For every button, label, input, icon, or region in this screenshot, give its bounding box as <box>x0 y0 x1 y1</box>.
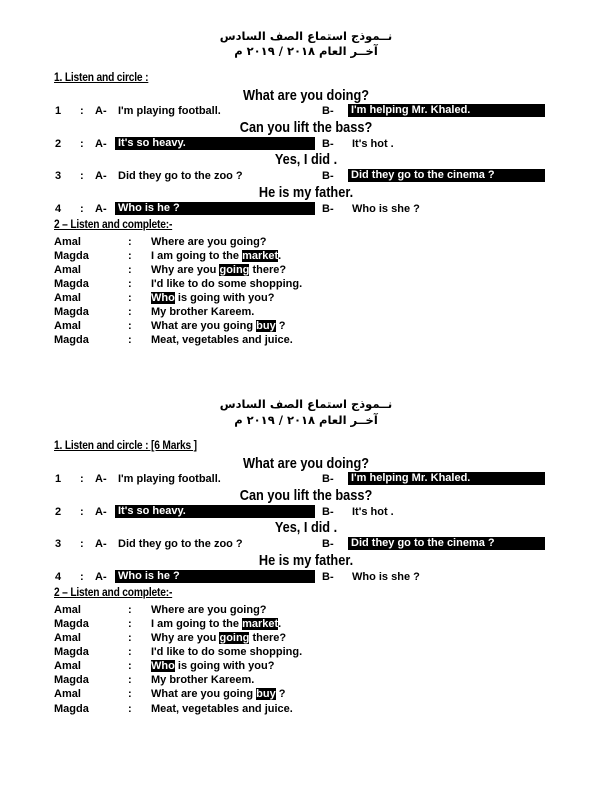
dialogue-line <box>151 320 285 332</box>
speaker-name: Amal <box>54 264 81 276</box>
dialogue-line <box>151 660 274 672</box>
question-2-prompt: Can you lift the bass? <box>239 487 373 504</box>
colon: : <box>128 618 132 630</box>
colon: : <box>128 632 132 644</box>
colon: : <box>128 292 132 304</box>
question-4-number: 4 <box>55 571 62 583</box>
question-3-prompt: Yes, I did . <box>274 519 338 536</box>
dialogue-line: Where are you going? <box>151 236 267 248</box>
dialogue-text: Why are you <box>151 264 220 276</box>
question-2-option-b[interactable]: It's hot . <box>352 138 394 150</box>
section-2-heading: 2 – Listen and complete:- <box>54 217 173 231</box>
option-a-letter: A- <box>95 105 107 117</box>
question-2-number: 2 <box>55 138 62 150</box>
question-4-number: 4 <box>55 203 62 215</box>
answer-highlight[interactable]: buy <box>256 320 276 332</box>
question-4-prompt: He is my father. <box>258 552 354 569</box>
dialogue-text: . <box>278 618 282 630</box>
dialogue-text: Why are you <box>151 632 220 644</box>
speaker-name: Amal <box>54 688 81 700</box>
dialogue-line: My brother Kareem. <box>151 306 255 318</box>
speaker-name: Magda <box>54 646 89 658</box>
dialogue-line <box>151 264 286 276</box>
speaker-name: Magda <box>54 250 89 262</box>
dialogue-line: Meat, vegetables and juice. <box>151 334 293 346</box>
dialogue-line <box>151 618 281 630</box>
option-a-letter: A- <box>95 571 107 583</box>
colon: : <box>128 604 132 616</box>
answer-highlight[interactable]: market <box>242 618 279 630</box>
option-a-letter: A- <box>95 506 107 518</box>
option-a-letter: A- <box>95 138 107 150</box>
question-3-prompt: Yes, I did . <box>274 151 338 168</box>
option-b-letter: B- <box>322 138 334 150</box>
question-1-number: 1 <box>55 473 62 485</box>
dialogue-text: ? <box>275 320 286 332</box>
question-3-number: 3 <box>55 538 62 550</box>
colon: : <box>80 170 84 182</box>
dialogue-text: is going with you? <box>174 292 275 304</box>
colon: : <box>128 306 132 318</box>
answer-highlight[interactable]: going <box>219 264 250 276</box>
answer-highlight[interactable]: Who <box>151 660 175 672</box>
colon: : <box>128 334 132 346</box>
arabic-title: نــموذج استماع الصف السادس <box>219 29 393 43</box>
option-b-letter: B- <box>322 506 334 518</box>
option-b-letter: B- <box>322 473 334 485</box>
colon: : <box>128 646 132 658</box>
dialogue-text: I am going to the <box>151 618 243 630</box>
colon: : <box>128 688 132 700</box>
colon: : <box>80 203 84 215</box>
option-a-letter: A- <box>95 538 107 550</box>
question-3-number: 3 <box>55 170 62 182</box>
dialogue-line: Where are you going? <box>151 604 267 616</box>
question-1-number: 1 <box>55 105 62 117</box>
question-1-prompt: What are you doing? <box>242 87 370 104</box>
dialogue-text: What are you going <box>151 320 257 332</box>
colon: : <box>80 138 84 150</box>
colon: : <box>80 538 84 550</box>
dialogue-text: there? <box>249 264 287 276</box>
question-2-option-a-highlighted[interactable]: It's so heavy. <box>115 505 315 518</box>
question-3-option-a[interactable]: Did they go to the zoo ? <box>118 538 243 550</box>
speaker-name: Magda <box>54 618 89 630</box>
question-2-prompt: Can you lift the bass? <box>239 119 373 136</box>
colon: : <box>128 236 132 248</box>
colon: : <box>128 703 132 715</box>
dialogue-text: is going with you? <box>174 660 275 672</box>
dialogue-text: ? <box>275 688 286 700</box>
speaker-name: Amal <box>54 660 81 672</box>
dialogue-text: there? <box>249 632 287 644</box>
colon: : <box>128 660 132 672</box>
speaker-name: Amal <box>54 236 81 248</box>
option-a-letter: A- <box>95 473 107 485</box>
speaker-name: Amal <box>54 292 81 304</box>
colon: : <box>128 264 132 276</box>
question-2-number: 2 <box>55 506 62 518</box>
dialogue-text: I am going to the <box>151 250 243 262</box>
dialogue-line <box>151 250 281 262</box>
answer-highlight[interactable]: buy <box>256 688 276 700</box>
speaker-name: Amal <box>54 632 81 644</box>
question-3-option-b-highlighted[interactable]: Did they go to the cinema ? <box>348 169 545 182</box>
section-2-heading: 2 – Listen and complete:- <box>54 585 173 599</box>
option-b-letter: B- <box>322 571 334 583</box>
speaker-name: Amal <box>54 604 81 616</box>
section-1-heading: 1. Listen and circle : [6 Marks ] <box>54 438 197 452</box>
arabic-subtitle: آخــر العام ٢٠١٨ / ٢٠١٩ م <box>234 413 378 427</box>
colon: : <box>128 278 132 290</box>
dialogue-line <box>151 632 286 644</box>
question-1-prompt: What are you doing? <box>242 455 370 472</box>
option-a-letter: A- <box>95 203 107 215</box>
dialogue-line: I'd like to do some shopping. <box>151 646 303 658</box>
question-1-option-a[interactable]: I'm playing football. <box>118 473 221 485</box>
dialogue-line <box>151 292 274 304</box>
option-b-letter: B- <box>322 538 334 550</box>
colon: : <box>128 674 132 686</box>
question-2-option-a-highlighted[interactable]: It's so heavy. <box>115 137 315 150</box>
question-2-option-b[interactable]: It's hot . <box>352 506 394 518</box>
question-4-option-b[interactable]: Who is she ? <box>352 571 420 583</box>
arabic-title: نــموذج استماع الصف السادس <box>219 397 393 411</box>
dialogue-line: I'd like to do some shopping. <box>151 278 303 290</box>
question-3-option-a[interactable]: Did they go to the zoo ? <box>118 170 243 182</box>
question-4-prompt: He is my father. <box>258 184 354 201</box>
question-4-option-b[interactable]: Who is she ? <box>352 203 420 215</box>
question-1-option-b-highlighted[interactable]: I'm helping Mr. Khaled. <box>348 104 545 117</box>
dialogue-line <box>151 688 285 700</box>
option-a-letter: A- <box>95 170 107 182</box>
colon: : <box>80 105 84 117</box>
speaker-name: Magda <box>54 306 89 318</box>
speaker-name: Magda <box>54 674 89 686</box>
question-1-option-b-highlighted[interactable]: I'm helping Mr. Khaled. <box>348 472 545 485</box>
speaker-name: Amal <box>54 320 81 332</box>
question-1-option-a[interactable]: I'm playing football. <box>118 105 221 117</box>
dialogue-line: Meat, vegetables and juice. <box>151 703 293 715</box>
question-4-option-a-highlighted[interactable]: Who is he ? <box>115 570 315 583</box>
colon: : <box>80 473 84 485</box>
speaker-name: Magda <box>54 334 89 346</box>
question-4-option-a-highlighted[interactable]: Who is he ? <box>115 202 315 215</box>
dialogue-text: . <box>278 250 282 262</box>
speaker-name: Magda <box>54 278 89 290</box>
option-b-letter: B- <box>322 170 334 182</box>
answer-highlight[interactable]: market <box>242 250 279 262</box>
colon: : <box>128 320 132 332</box>
colon: : <box>80 506 84 518</box>
section-1-heading: 1. Listen and circle : <box>54 70 149 84</box>
option-b-letter: B- <box>322 203 334 215</box>
dialogue-line: My brother Kareem. <box>151 674 255 686</box>
dialogue-text: What are you going <box>151 688 257 700</box>
answer-highlight[interactable]: going <box>219 632 250 644</box>
answer-highlight[interactable]: Who <box>151 292 175 304</box>
colon: : <box>80 571 84 583</box>
speaker-name: Magda <box>54 703 89 715</box>
colon: : <box>128 250 132 262</box>
arabic-subtitle: آخــر العام ٢٠١٨ / ٢٠١٩ م <box>234 44 378 58</box>
question-3-option-b-highlighted[interactable]: Did they go to the cinema ? <box>348 537 545 550</box>
option-b-letter: B- <box>322 105 334 117</box>
